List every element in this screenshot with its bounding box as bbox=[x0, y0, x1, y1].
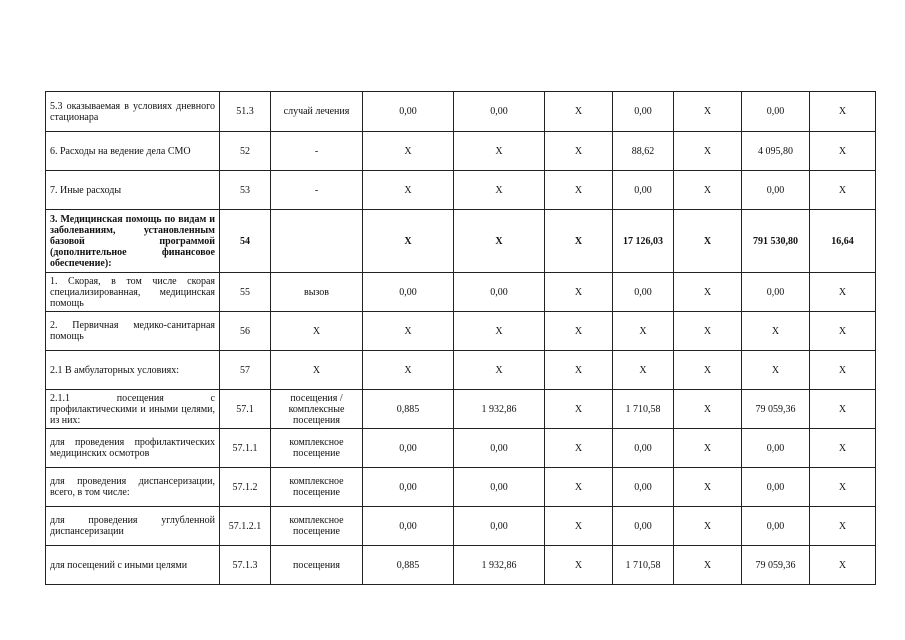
cell-col5: 0,00 bbox=[454, 507, 545, 546]
cell-col9: X bbox=[742, 312, 810, 351]
table-row bbox=[46, 92, 876, 132]
cell-col4: 0,00 bbox=[363, 429, 454, 468]
row-unit: посещения / комплексные посещения bbox=[271, 390, 363, 429]
cell-col5: X bbox=[454, 171, 545, 210]
row-unit: вызов bbox=[271, 273, 363, 312]
cell-col8: X bbox=[674, 546, 742, 585]
row-code: 57.1.1 bbox=[220, 429, 271, 468]
cell-col10: X bbox=[810, 351, 876, 390]
cell-col6: X bbox=[545, 92, 613, 132]
cell-col9: 0,00 bbox=[742, 171, 810, 210]
row-code: 57.1 bbox=[220, 390, 271, 429]
cell-col6: X bbox=[545, 390, 613, 429]
row-unit: - bbox=[271, 132, 363, 171]
cell-col8: X bbox=[674, 171, 742, 210]
row-unit: комплексное посещение bbox=[271, 468, 363, 507]
row-name: для проведения диспансеризации, всего, в том числе: bbox=[46, 468, 220, 507]
cell-col5: 0,00 bbox=[454, 468, 545, 507]
cell-col5: X bbox=[454, 210, 545, 273]
table-row bbox=[46, 546, 876, 585]
row-code: 57.1.2 bbox=[220, 468, 271, 507]
cell-col5: 0,00 bbox=[454, 92, 545, 132]
row-code: 56 bbox=[220, 312, 271, 351]
cell-col4: 0,885 bbox=[363, 546, 454, 585]
cell-col7: X bbox=[613, 312, 674, 351]
cell-col7: 0,00 bbox=[613, 171, 674, 210]
cell-col6: X bbox=[545, 273, 613, 312]
cell-col7: 1 710,58 bbox=[613, 546, 674, 585]
cell-col7: 17 126,03 bbox=[613, 210, 674, 273]
row-code: 51.3 bbox=[220, 92, 271, 132]
row-name: 7. Иные расходы bbox=[46, 171, 220, 210]
cell-col5: X bbox=[454, 312, 545, 351]
row-unit: случай лечения bbox=[271, 92, 363, 132]
row-name: 6. Расходы на ведение дела СМО bbox=[46, 132, 220, 171]
cell-col10: X bbox=[810, 92, 876, 132]
row-unit: комплексное посещение bbox=[271, 429, 363, 468]
cell-col10: X bbox=[810, 546, 876, 585]
cell-col4: 0,00 bbox=[363, 468, 454, 507]
cell-col5: 0,00 bbox=[454, 429, 545, 468]
row-name: для проведения углубленной диспансеризации bbox=[46, 507, 220, 546]
table-row bbox=[46, 507, 876, 546]
cell-col5: 1 932,86 bbox=[454, 546, 545, 585]
cell-col10: X bbox=[810, 132, 876, 171]
row-name: 2.1 В амбулаторных условиях: bbox=[46, 351, 220, 390]
cell-col5: X bbox=[454, 132, 545, 171]
cell-col10: X bbox=[810, 507, 876, 546]
cell-col10: X bbox=[810, 390, 876, 429]
cell-col6: X bbox=[545, 468, 613, 507]
row-unit: комплексное посещение bbox=[271, 507, 363, 546]
cell-col7: 1 710,58 bbox=[613, 390, 674, 429]
cell-col4: X bbox=[363, 210, 454, 273]
cell-col9: 791 530,80 bbox=[742, 210, 810, 273]
cell-col6: X bbox=[545, 210, 613, 273]
cell-col4: X bbox=[363, 312, 454, 351]
cell-col7: 0,00 bbox=[613, 468, 674, 507]
table-row bbox=[46, 210, 876, 273]
cell-col9: 79 059,36 bbox=[742, 390, 810, 429]
table-row bbox=[46, 429, 876, 468]
cell-col4: X bbox=[363, 132, 454, 171]
table-row bbox=[46, 132, 876, 171]
cell-col9: 79 059,36 bbox=[742, 546, 810, 585]
cell-col9: 0,00 bbox=[742, 92, 810, 132]
row-name: 2. Первичная медико-санитарная помощь bbox=[46, 312, 220, 351]
row-code: 57 bbox=[220, 351, 271, 390]
row-code: 57.1.3 bbox=[220, 546, 271, 585]
cell-col4: X bbox=[363, 351, 454, 390]
cell-col9: 0,00 bbox=[742, 273, 810, 312]
row-name: 2.1.1 посещения с профилактическими и иными целями, из них: bbox=[46, 390, 220, 429]
cell-col9: 4 095,80 bbox=[742, 132, 810, 171]
cell-col6: X bbox=[545, 171, 613, 210]
row-code: 52 bbox=[220, 132, 271, 171]
row-name: 3. Медицинская помощь по видам и заболеваниям, установленным базовой программой (дополнительное финансовое обеспечение): bbox=[46, 210, 220, 273]
cell-col4: 0,00 bbox=[363, 92, 454, 132]
row-unit: - bbox=[271, 171, 363, 210]
cell-col4: 0,885 bbox=[363, 390, 454, 429]
table-row bbox=[46, 468, 876, 507]
row-name: для посещений с иными целями bbox=[46, 546, 220, 585]
cell-col6: X bbox=[545, 546, 613, 585]
cell-col9: 0,00 bbox=[742, 468, 810, 507]
row-unit bbox=[271, 210, 363, 273]
cell-col4: 0,00 bbox=[363, 507, 454, 546]
table-row bbox=[46, 312, 876, 351]
row-unit: X bbox=[271, 312, 363, 351]
table-row bbox=[46, 390, 876, 429]
cell-col10: 16,64 bbox=[810, 210, 876, 273]
cell-col6: X bbox=[545, 351, 613, 390]
row-code: 57.1.2.1 bbox=[220, 507, 271, 546]
cell-col6: X bbox=[545, 132, 613, 171]
cell-col9: 0,00 bbox=[742, 507, 810, 546]
cell-col10: X bbox=[810, 429, 876, 468]
table-row bbox=[46, 273, 876, 312]
cell-col8: X bbox=[674, 468, 742, 507]
row-code: 53 bbox=[220, 171, 271, 210]
cell-col7: 0,00 bbox=[613, 273, 674, 312]
row-name: для проведения профилактических медицинских осмотров bbox=[46, 429, 220, 468]
row-unit: посещения bbox=[271, 546, 363, 585]
cell-col8: X bbox=[674, 92, 742, 132]
cell-col4: 0,00 bbox=[363, 273, 454, 312]
cell-col10: X bbox=[810, 468, 876, 507]
cell-col8: X bbox=[674, 132, 742, 171]
row-code: 55 bbox=[220, 273, 271, 312]
cell-col7: X bbox=[613, 351, 674, 390]
cell-col6: X bbox=[545, 507, 613, 546]
cell-col9: 0,00 bbox=[742, 429, 810, 468]
cell-col9: X bbox=[742, 351, 810, 390]
row-name: 5.3 оказываемая в условиях дневного стационара bbox=[46, 92, 220, 132]
cell-col8: X bbox=[674, 273, 742, 312]
row-code: 54 bbox=[220, 210, 271, 273]
cell-col7: 0,00 bbox=[613, 429, 674, 468]
cell-col8: X bbox=[674, 390, 742, 429]
cell-col7: 0,00 bbox=[613, 92, 674, 132]
cell-col7: 88,62 bbox=[613, 132, 674, 171]
cell-col8: X bbox=[674, 429, 742, 468]
row-unit: X bbox=[271, 351, 363, 390]
row-name: 1. Скорая, в том числе скорая специализированная, медицинская помощь bbox=[46, 273, 220, 312]
table-row bbox=[46, 351, 876, 390]
cell-col6: X bbox=[545, 312, 613, 351]
cell-col5: X bbox=[454, 351, 545, 390]
finance-table bbox=[45, 91, 876, 585]
cell-col4: X bbox=[363, 171, 454, 210]
cell-col7: 0,00 bbox=[613, 507, 674, 546]
cell-col5: 1 932,86 bbox=[454, 390, 545, 429]
cell-col5: 0,00 bbox=[454, 273, 545, 312]
cell-col8: X bbox=[674, 351, 742, 390]
cell-col10: X bbox=[810, 273, 876, 312]
cell-col6: X bbox=[545, 429, 613, 468]
cell-col8: X bbox=[674, 210, 742, 273]
cell-col8: X bbox=[674, 312, 742, 351]
cell-col10: X bbox=[810, 171, 876, 210]
table-row bbox=[46, 171, 876, 210]
cell-col10: X bbox=[810, 312, 876, 351]
cell-col8: X bbox=[674, 507, 742, 546]
